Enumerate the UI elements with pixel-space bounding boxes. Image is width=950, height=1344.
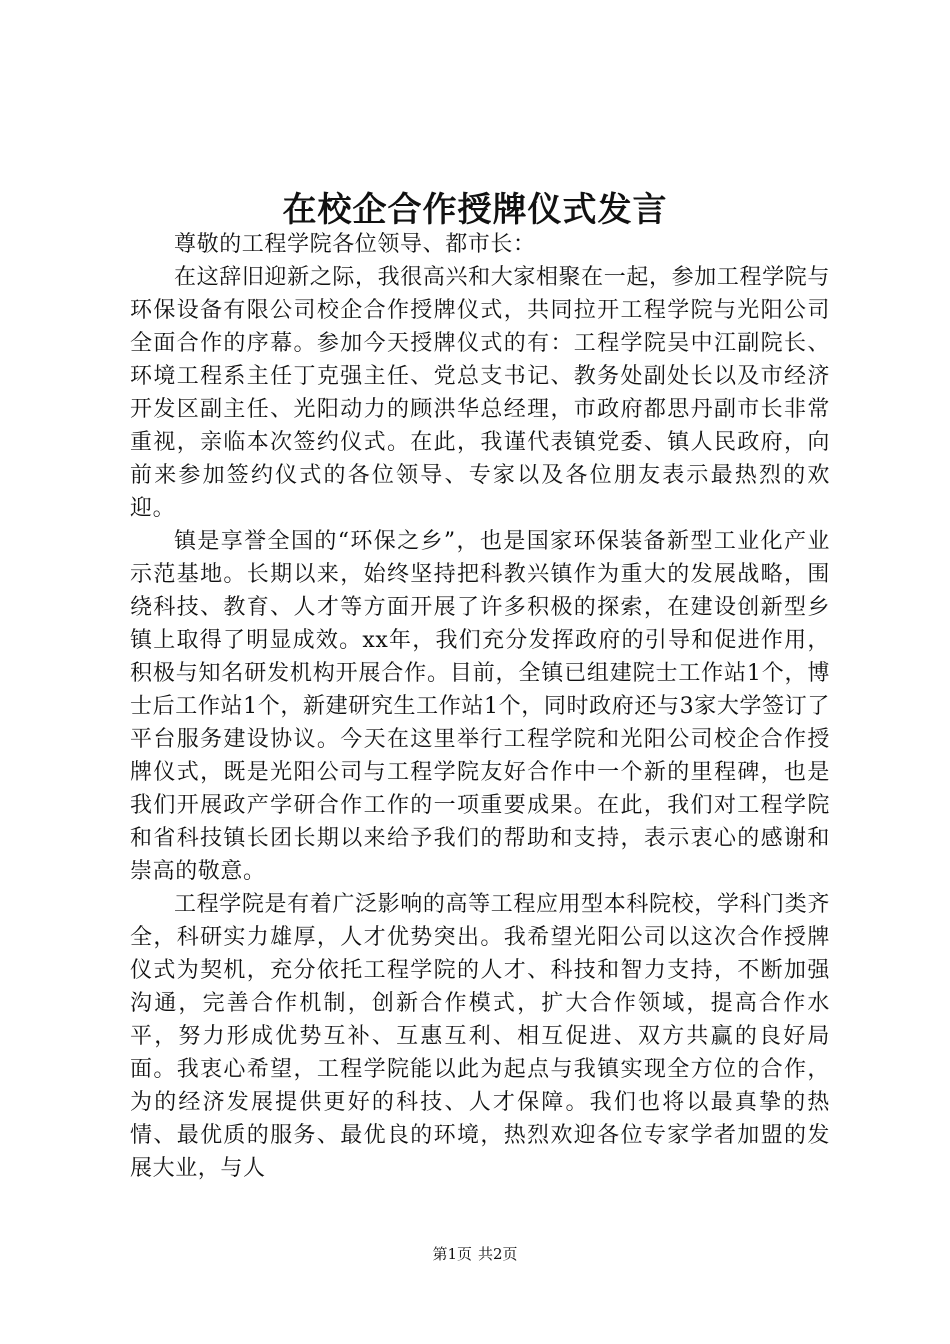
page-number-total: 共2页	[478, 1245, 518, 1263]
page-number-current: 第1页	[432, 1245, 472, 1263]
body-paragraph: 镇是享誉全国的“环保之乡”，也是国家环保装备新型工业化产业示范基地。长期以来，始终坚持把科教兴镇作为重大的发展战略，围绕科技、教育、人才等方面开展了许多积极的探索，在建设创新型乡镇上取得了明显成效。xx年，我们充分发挥政府的引导和促进作用，积极与知名研发机构开展合作。目前，全镇已组建院士工作站1个，博士后工作站1个，新建研究生工作站1个，同时政府还与3家大学签订了平台服务建设协议。今天在这里举行工程学院和光阳公司校企合作授牌仪式，既是光阳公司与工程学院友好合作中一个新的里程碑，也是我们开展政产学研合作工作的一项重要成果。在此，我们对工程学院和省科技镇长团长期以来给予我们的帮助和支持，表示衷心的感谢和崇高的敬意。	[130, 529, 830, 884]
body-paragraph: 工程学院是有着广泛影响的高等工程应用型本科院校，学科门类齐全，科研实力雄厚，人才优势突出。我希望光阳公司以这次合作授牌仪式为契机，充分依托工程学院的人才、科技和智力支持，不断加强沟通，完善合作机制，创新合作模式，扩大合作领域，提高合作水平，努力形成优势互补、互惠互利、相互促进、双方共赢的良好局面。我衷心希望，工程学院能以此为起点与我镇实现全方位的合作，为的经济发展提供更好的科技、人才保障。我们也将以最真挚的热情、最优质的服务、最优良的环境，热烈欢迎各位专家学者加盟的发展大业，与人	[130, 892, 830, 1181]
body-paragraph: 在这辞旧迎新之际，我很高兴和大家相聚在一起，参加工程学院与环保设备有限公司校企合作授牌仪式，共同拉开工程学院与光阳公司全面合作的序幕。参加今天授牌仪式的有：工程学院吴中江副院长、环境工程系主任丁克强主任、党总支书记、教务处副处长以及市经济开发区副主任、光阳动力的顾洪华总经理，市政府都思丹副市长非常重视，亲临本次签约仪式。在此，我谨代表镇党委、镇人民政府，向前来参加签约仪式的各位领导、专家以及各位朋友表示最热烈的欢迎。	[130, 265, 830, 521]
page-footer	[0, 1244, 950, 1264]
salutation-paragraph: 尊敬的工程学院各位领导、都市长：	[174, 232, 536, 257]
document-title: 在校企合作授牌仪式发言	[282, 190, 668, 230]
document-body	[130, 228, 830, 1185]
